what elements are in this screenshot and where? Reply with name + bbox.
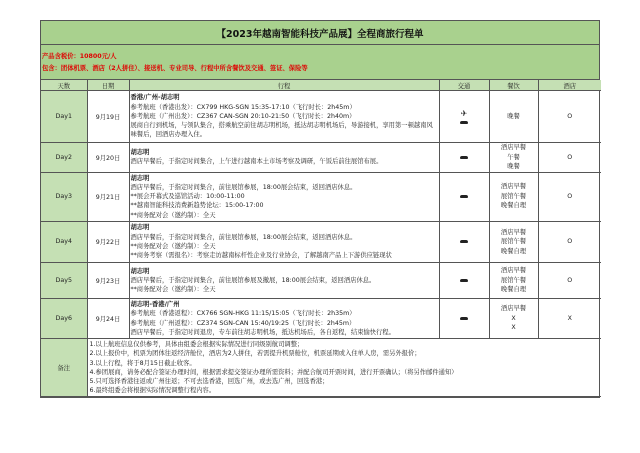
itinerary-line: 参考航班（香港出发）：CX799 HKG-SGN 15:35-17:10（飞行时长：2h45m）	[130, 103, 356, 111]
header-date: 日期	[87, 80, 129, 91]
meal-item: 晚餐	[507, 112, 520, 120]
meal-item: 酒店早餐	[500, 183, 527, 191]
itinerary-heading: 胡志明	[130, 148, 150, 156]
itinerary-cell	[129, 298, 439, 338]
transport-cell	[439, 172, 489, 221]
itinerary-line: 参考航班（香港返程）：CX766 SGN-HKG 11:15/15:05（飞行时长：2h35m）	[130, 310, 356, 318]
itinerary-cell	[129, 262, 439, 298]
car-icon	[460, 195, 468, 198]
transport-cell	[439, 143, 489, 173]
itinerary-line: 参考航班（广州出发）：CZ367 CAN-SGN 20:10-21:50（飞行时长：2h40m）	[130, 112, 356, 120]
includes-line: 包含：团体机票、酒店（2人拼住）、接送机、专业司导、行程中所含餐饮及交通、签证、保险等	[42, 65, 308, 72]
day-label: Day2	[41, 143, 87, 173]
itinerary-line: 酒店早餐后，于指定时间集合，前往展馆参展，18:00展会结束，返回酒店休息。	[130, 233, 357, 241]
itinerary-line: 酒店早餐后，于指定时间退房，专车前往胡志明机场，抵达机场后，各自返程，结束愉快行程。	[130, 328, 395, 336]
itinerary-line: **商务考察（需报名）：考察走访越南标杆性企业及行业协会，了解越南产品上下游供应链现状	[130, 252, 392, 260]
itinerary-line: **展会开幕式及巡馆活动：10:00-11:00	[130, 193, 245, 201]
transport-cell	[439, 221, 489, 262]
meals-cell	[489, 172, 538, 221]
day-label: Day3	[41, 172, 87, 221]
header-itinerary: 行程	[129, 80, 439, 91]
header-day: 天数	[41, 80, 87, 91]
itinerary-line: **商务配对会（邀约制）：全天	[130, 211, 216, 219]
itinerary-line: 酒店早餐后，于指定时间集合，前往展馆参展，18:00展会结束，返回酒店休息。	[130, 183, 357, 191]
meal-item: 晚餐自理	[500, 202, 527, 210]
hotel-cell: O	[538, 172, 601, 221]
notes-row	[41, 339, 601, 397]
meal-item: 晚餐自理	[500, 247, 527, 255]
car-icon	[460, 279, 468, 282]
meals-cell	[489, 143, 538, 173]
transport-cell	[439, 298, 489, 338]
itinerary-heading: 胡志明	[130, 224, 150, 232]
transport-cell	[439, 91, 489, 143]
day-row	[41, 143, 601, 173]
itinerary-cell	[129, 172, 439, 221]
itinerary-line: 参考航班（广州返程）：CZ374 SGN-CAN 15:40/19:25（飞行时长：2h45m）	[130, 319, 356, 327]
header-hotel: 酒店	[538, 80, 601, 91]
hotel-cell: O	[538, 221, 601, 262]
date-cell: 9月21日	[87, 172, 129, 221]
date-cell: 9月23日	[87, 262, 129, 298]
itinerary-heading: 胡志明-香港/广州	[130, 300, 180, 308]
itinerary-line: **越南智能科技消费新趋势论坛：15:00-17:00	[130, 202, 264, 210]
meal-item: 展馆午餐	[500, 238, 527, 246]
itinerary-heading: 香港/广州-胡志明	[130, 94, 180, 102]
note-line: 1.以上航班信息仅供参考，具体由组委会根据实际情况进行同级别航司调整；	[89, 341, 304, 349]
day-row	[41, 221, 601, 262]
note-line: 6.最终组委会将根据实际情况调整行程内容。	[89, 387, 216, 395]
meal-item: 酒店早餐	[500, 144, 527, 151]
meal-item: 展馆午餐	[500, 276, 527, 284]
meals-cell	[489, 298, 538, 338]
day-row	[41, 91, 601, 143]
itinerary-heading: 胡志明	[130, 174, 150, 182]
meal-item: 酒店早餐	[500, 305, 527, 313]
hotel-cell: X	[538, 298, 601, 338]
notes-content	[87, 339, 601, 397]
itinerary-cell	[129, 143, 439, 173]
hotel-cell: O	[538, 143, 601, 173]
note-line: 2.以上报价中，机票为团体往返经济舱位，酒店为2人拼住，若需提升机票舱位，机票延期或入住单人房，需另外报价；	[89, 350, 421, 358]
hotel-cell: O	[538, 262, 601, 298]
note-line: 5.只可选择香港往返或广州往返；不可去选香港，回选广州，或去选广州，回选香港；	[89, 377, 329, 385]
meal-item: 晚餐	[507, 163, 520, 170]
transport-cell	[439, 262, 489, 298]
date-cell: 9月19日	[87, 91, 129, 143]
meals-cell	[489, 221, 538, 262]
day-label: Day5	[41, 262, 87, 298]
note-line: 4.参团展商，请务必配合签证办理时间，根据需求提交签证办理所需资料；并配合航司开票时间，进行开票确认；（将另作邮件通知）	[89, 368, 458, 376]
itinerary-heading: 胡志明	[130, 267, 150, 275]
itinerary-cell	[129, 221, 439, 262]
notes-label: 备注	[41, 339, 87, 397]
itinerary-line: **商务配对会（邀约制）：全天	[130, 286, 216, 294]
meal-item: 晚餐自理	[500, 286, 527, 294]
meal-item: 酒店早餐	[500, 228, 527, 236]
meal-item: X	[511, 324, 516, 332]
header-transport: 交通	[439, 80, 489, 91]
car-icon	[460, 317, 468, 320]
car-icon	[460, 240, 468, 243]
meal-item: 酒店早餐	[500, 267, 527, 275]
itinerary-line: 酒店早餐后，于指定时间集合，前往展馆参展及撤展，18:00展会结束，返回酒店休息。	[130, 276, 376, 284]
header-row	[41, 80, 601, 91]
date-cell: 9月24日	[87, 298, 129, 338]
meal-item: 午餐	[507, 153, 520, 161]
date-cell: 9月20日	[87, 143, 129, 173]
hotel-cell: O	[538, 91, 601, 143]
car-icon	[460, 121, 468, 124]
date-cell: 9月22日	[87, 221, 129, 262]
day-row	[41, 298, 601, 338]
plane-icon: ✈	[460, 108, 468, 118]
day-row	[41, 262, 601, 298]
meal-item: 展馆午餐	[500, 192, 527, 200]
day-label: Day6	[41, 298, 87, 338]
itinerary-line: 展商自行到机场，与领队集合，搭乘航空前往胡志明机场，抵达胡志明机场后，导游接机，享用第一顿越南风味餐后，回酒店办理入住。	[130, 122, 433, 139]
itinerary-sheet	[40, 20, 600, 398]
price-line: 产品含税价：10800元/人	[42, 53, 117, 60]
day-label: Day1	[41, 91, 87, 143]
price-info	[41, 45, 599, 80]
header-meals: 餐饮	[489, 80, 538, 91]
day-label: Day4	[41, 221, 87, 262]
note-line: 3.以上行程，将于8月15日截止收客。	[89, 359, 196, 367]
itinerary-cell	[129, 91, 439, 143]
day-row	[41, 172, 601, 221]
meals-cell	[489, 91, 538, 143]
itinerary-line: 酒店早餐后，于指定时间集合，上午进行越南本土市场考察及调研，午饭后前往展馆布展。	[130, 158, 383, 166]
meal-item: X	[511, 314, 516, 322]
car-icon	[460, 156, 468, 159]
itinerary-table	[41, 80, 601, 397]
sheet-title: 【2023年越南智能科技产品展】全程商旅行程单	[41, 21, 599, 45]
meals-cell	[489, 262, 538, 298]
itinerary-line: **商务配对会（邀约制）：全天	[130, 242, 216, 250]
